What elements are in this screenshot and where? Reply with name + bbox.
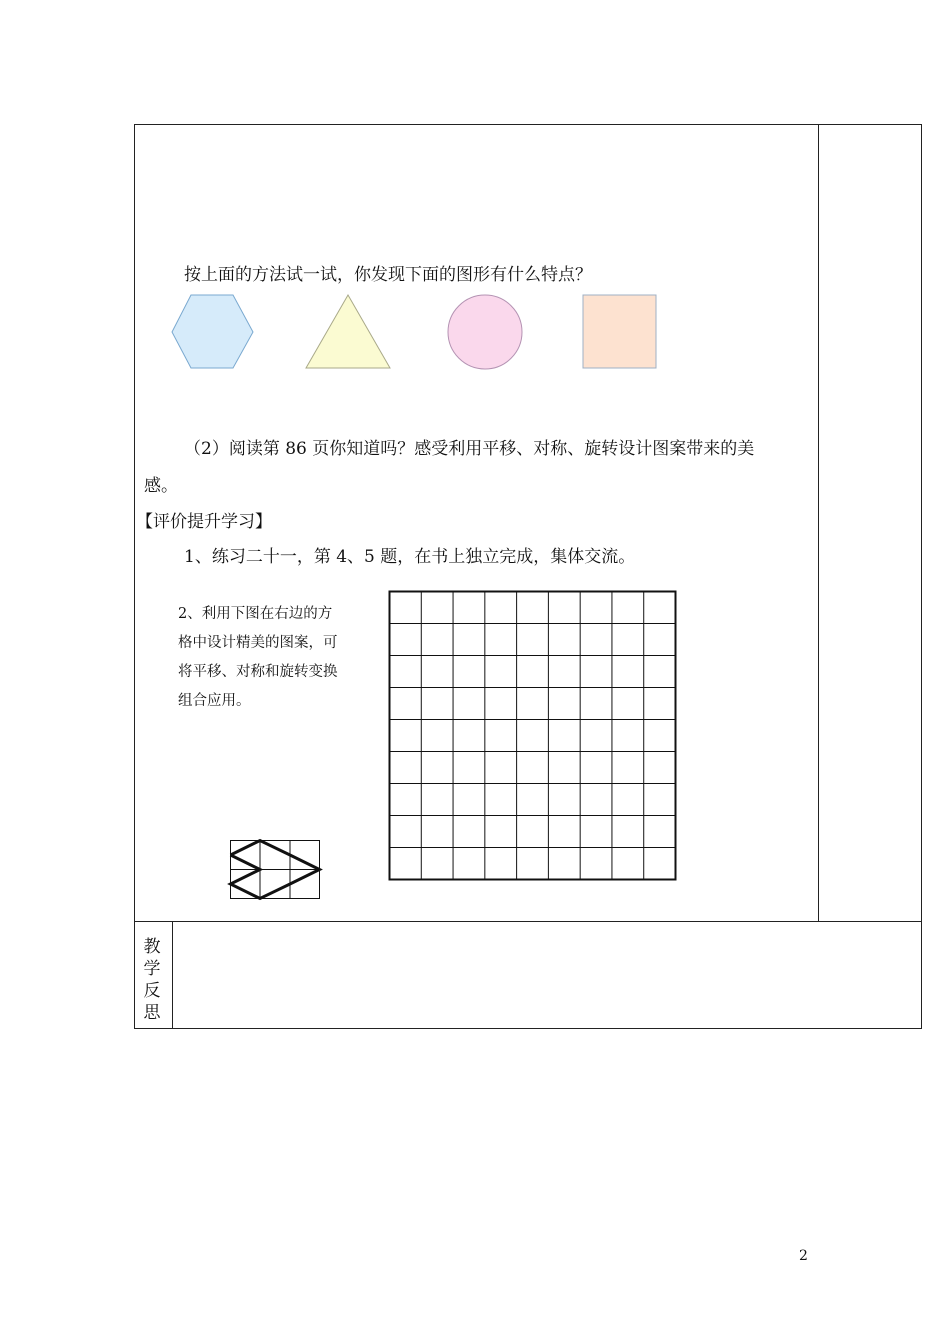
try-prompt: 按上面的方法试一试，你发现下面的图形有什么特点？ (184, 265, 592, 285)
exercise-1: 1、练习二十一，第 4、5 题，在书上独立完成，集体交流。 (184, 547, 636, 567)
right-column-divider (818, 124, 819, 922)
design-grid (389, 591, 689, 891)
reflection-row-divider (134, 921, 922, 922)
page-number: 2 (799, 1248, 808, 1264)
triangle-shape (306, 295, 390, 368)
reflection-label-divider (172, 921, 173, 1029)
exercise-2-line: 2、利用下图在右边的方 (178, 606, 333, 622)
sample-pattern (230, 840, 330, 910)
circle-shape (448, 295, 522, 369)
reading-line-2: 感。 (144, 476, 178, 496)
shapes-row (0, 280, 950, 400)
square-shape (583, 295, 656, 368)
reading-line-1: （2）阅读第 86 页你知道吗？感受利用平移、对称、旋转设计图案带来的美 (184, 439, 755, 459)
exercise-2-line: 格中设计精美的图案，可 (178, 635, 338, 651)
section-title: 【评价提升学习】 (136, 512, 272, 532)
reflection-label: 教学反思 (143, 937, 161, 1023)
hexagon-shape (172, 295, 253, 368)
exercise-2-text (178, 600, 378, 716)
exercise-2-line: 将平移、对称和旋转变换 (178, 664, 338, 680)
exercise-2-line: 组合应用。 (178, 693, 251, 709)
